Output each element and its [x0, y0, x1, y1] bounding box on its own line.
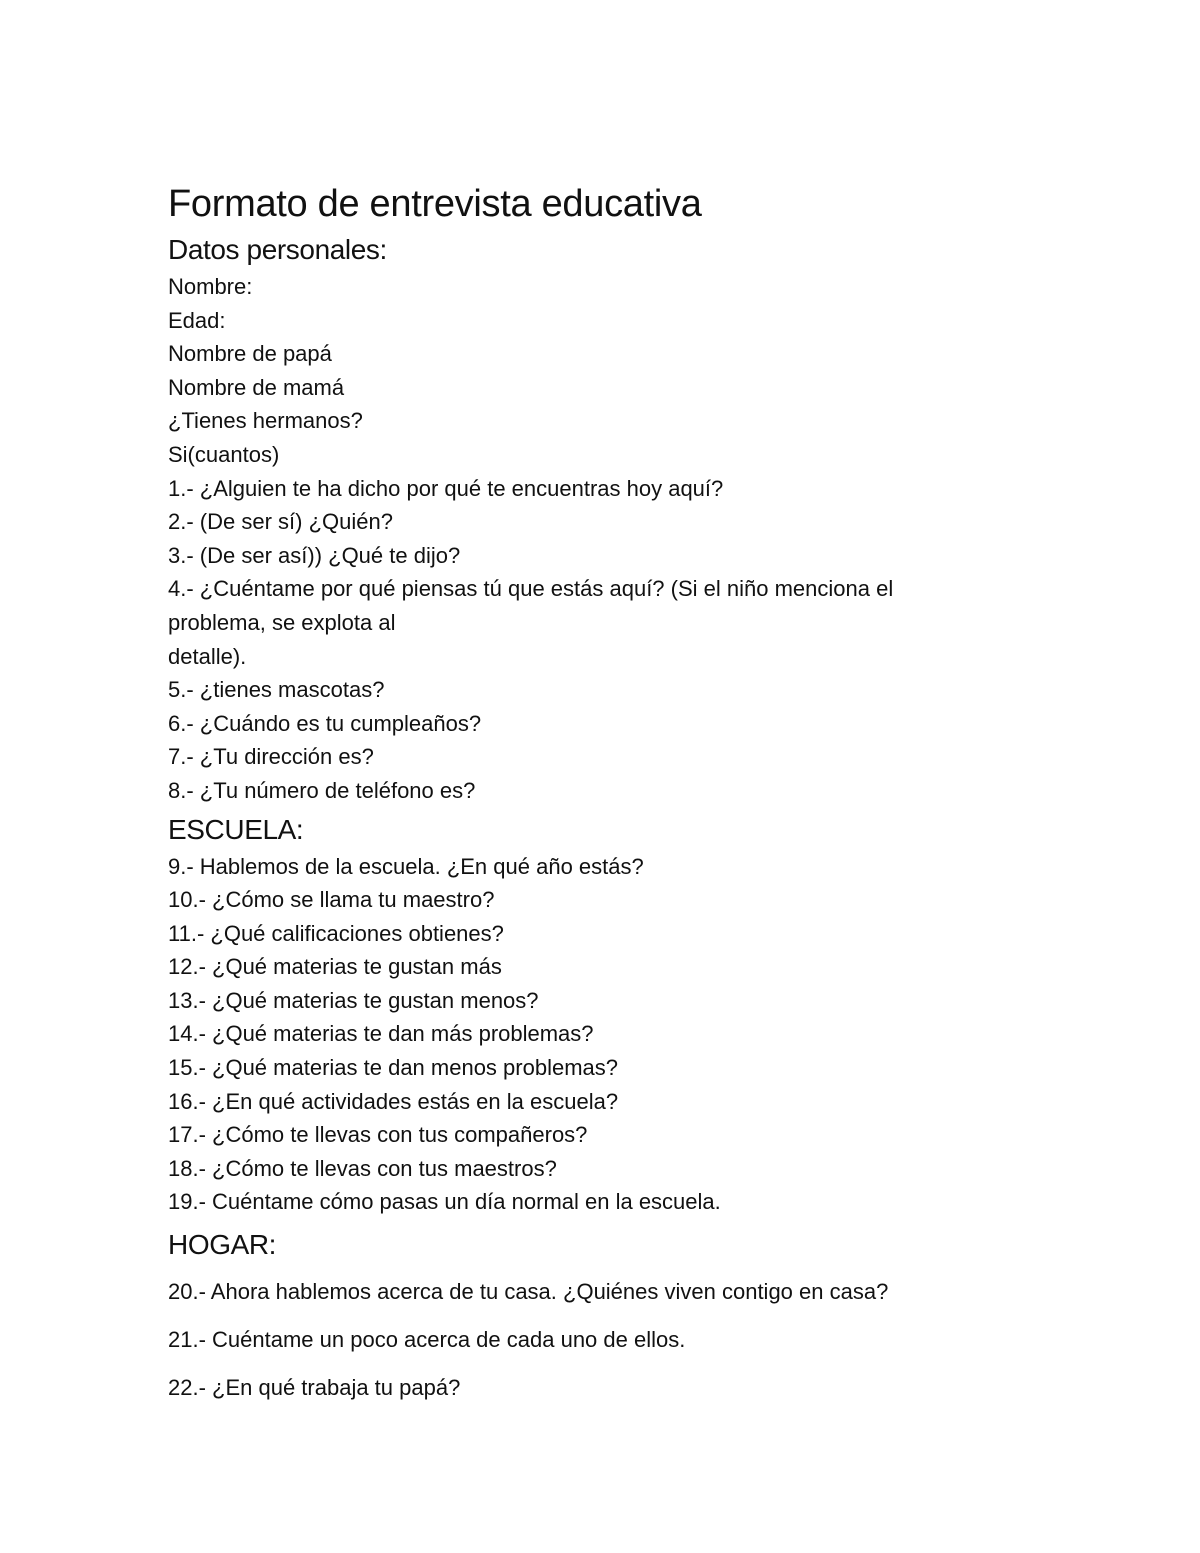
section-heading-escuela: ESCUELA:: [168, 813, 304, 845]
question-line: 6.- ¿Cuándo es tu cumpleaños?: [168, 710, 482, 736]
question-line: 11.- ¿Qué calificaciones obtienes?: [168, 920, 504, 946]
text-line: Nombre de mamá: [168, 374, 345, 400]
section-heading-hogar: HOGAR:: [168, 1229, 277, 1261]
question-line: 22.- ¿En qué trabaja tu papá?: [168, 1375, 461, 1401]
text-line: ¿Tienes hermanos?: [168, 408, 363, 434]
question-line: 12.- ¿Qué materias te gustan más: [168, 954, 502, 980]
text-line: Nombre de papá: [168, 341, 332, 367]
question-line: 18.- ¿Cómo te llevas con tus maestros?: [168, 1155, 557, 1181]
question-line: 17.- ¿Cómo te llevas con tus compañeros?: [168, 1122, 588, 1148]
text-line: Si(cuantos): [168, 441, 280, 467]
question-line: 10.- ¿Cómo se llama tu maestro?: [168, 887, 495, 913]
question-line-continuation: problema, se explota al: [168, 609, 396, 635]
document-title: Formato de entrevista educativa: [168, 183, 702, 225]
question-line: 4.- ¿Cuéntame por qué piensas tú que estás aquí? (Si el niño menciona el: [168, 576, 894, 602]
question-line: 20.- Ahora hablemos acerca de tu casa. ¿Quiénes viven contigo en casa?: [168, 1279, 889, 1305]
datos-personales-list: [168, 270, 1048, 808]
question-line: 1.- ¿Alguien te ha dicho por qué te encuentras hoy aquí?: [168, 475, 724, 501]
question-line: 15.- ¿Qué materias te dan menos problemas?: [168, 1055, 619, 1081]
question-line: 9.- Hablemos de la escuela. ¿En qué año estás?: [168, 853, 644, 879]
question-line: 5.- ¿tienes mascotas?: [168, 677, 385, 703]
section-heading-datos-personales: Datos personales:: [168, 234, 387, 265]
document-content: [168, 180, 1048, 1419]
question-line: 19.- Cuéntame cómo pasas un día normal en la escuela.: [168, 1189, 721, 1215]
question-line: 21.- Cuéntame un poco acerca de cada uno de ellos.: [168, 1327, 686, 1353]
question-line: 7.- ¿Tu dirección es?: [168, 744, 374, 770]
question-line: 14.- ¿Qué materias te dan más problemas?: [168, 1021, 594, 1047]
escuela-list: [168, 850, 1048, 1220]
text-line: Edad:: [168, 307, 226, 333]
question-line: 2.- (De ser sí) ¿Quién?: [168, 509, 393, 535]
question-line: 13.- ¿Qué materias te gustan menos?: [168, 987, 539, 1013]
text-line: Nombre:: [168, 274, 253, 299]
question-line: 3.- (De ser así)) ¿Qué te dijo?: [168, 542, 461, 568]
question-line: 16.- ¿En qué actividades estás en la escuela?: [168, 1088, 619, 1114]
question-line-continuation: detalle).: [168, 643, 247, 669]
question-line: 8.- ¿Tu número de teléfono es?: [168, 777, 476, 803]
hogar-list: [168, 1275, 1048, 1404]
